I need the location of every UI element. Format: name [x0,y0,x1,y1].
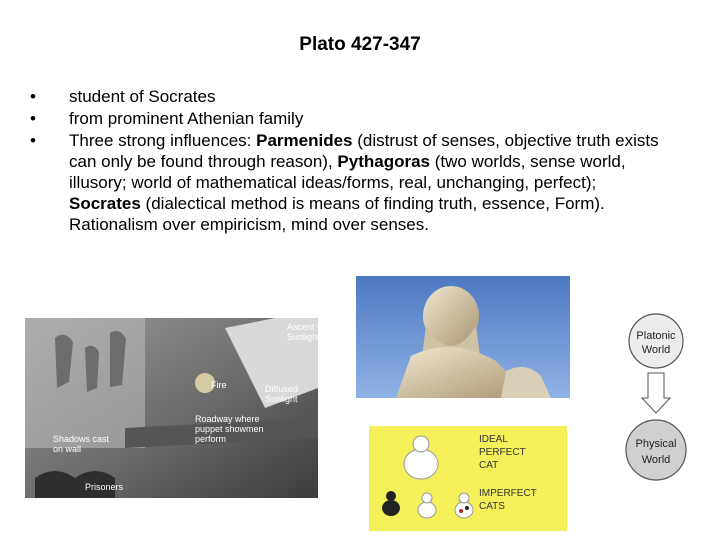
label-perfect: PERFECT [479,447,526,458]
physical-world-label: World [641,454,671,466]
platonic-physical-world-image [612,313,700,491]
socrates-name: Socrates [69,194,141,213]
cave-label-diffused: Diffused [265,384,298,394]
slide-title: Plato 427-347 [299,34,421,55]
cave-label-ascent: Ascent to [287,322,325,332]
bullet-text: Three strong influences: Parmenides (distrust of senses, objective truth exists can only be found through reason), Pythagoras (two worlds, sense world, illusory; world of mathematical ideas/forms, real, unchanging, perfect); Socrates (dialectical method is means of finding truth, essence, Form). Rationalism over empiricism, mind over senses. [69,131,659,234]
cave-label-roadway: Roadway where [195,414,260,424]
cave-label-prisoners: Prisoners [85,482,124,492]
bullet-text: from prominent Athenian family [69,109,304,128]
bullet-marker: • [30,87,36,106]
cave-label-roadway-3: perform [195,434,227,444]
cave-label-diffused-2: Sunlight [265,394,298,404]
cave-label-roadway-2: puppet showmen [195,424,264,434]
physical-label: Physical [635,438,677,450]
platonic-label: Platonic [636,330,676,342]
platonic-world-label: World [641,344,671,356]
bullet-item [30,130,670,235]
cave-label-ascent-2: Sunlight [287,332,320,342]
bullet-list [30,86,670,236]
ideal-cat-image [369,426,567,531]
bullet-marker: • [30,131,36,150]
bullet-text: student of Socrates [69,87,216,106]
cave-allegory-image [25,318,325,498]
bullet-item [30,86,670,107]
parmenides-name: Parmenides [256,131,353,150]
label-imperfect: IMPERFECT [479,488,537,499]
label-cat: CAT [479,460,499,471]
bullet-item [30,108,670,129]
cave-label-shadows: Shadows cast [53,434,110,444]
cave-label-shadows-2: on wall [53,444,82,454]
label-ideal: IDEAL [479,434,508,445]
label-cats: CATS [479,501,505,512]
plato-statue-image [356,276,570,398]
pythagoras-name: Pythagoras [337,152,430,171]
bullet-marker: • [30,109,36,128]
cave-label-fire: Fire [211,380,227,390]
